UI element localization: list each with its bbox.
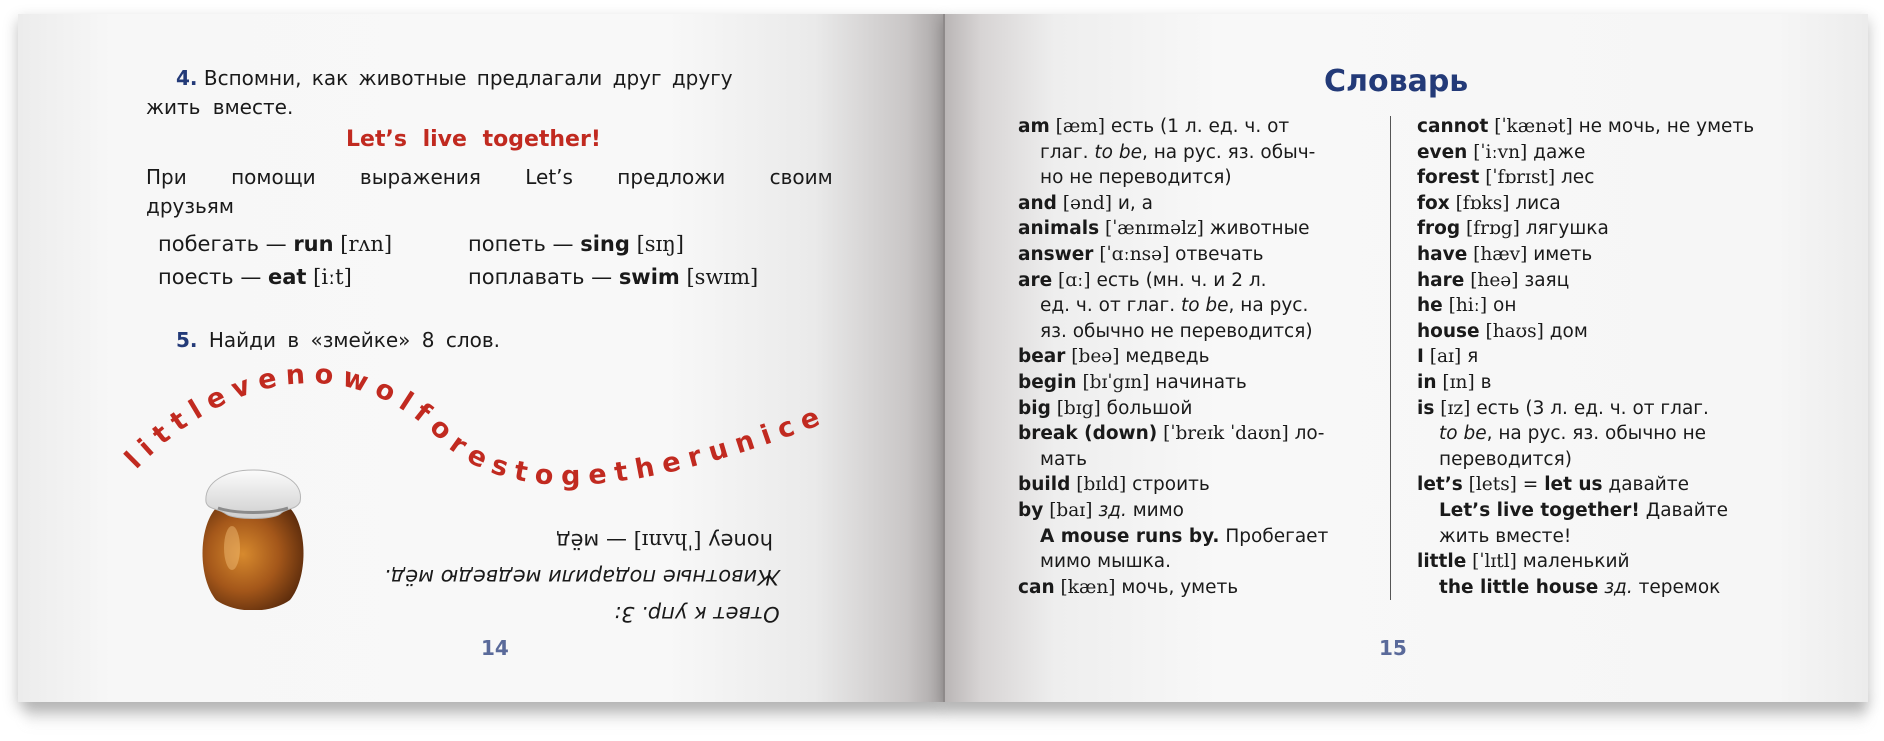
dictionary-entry-continuation: переводится) — [1439, 448, 1572, 470]
headword: forest — [1417, 167, 1480, 189]
dictionary-entry — [1417, 293, 1754, 319]
exercise-number: 5. — [176, 328, 198, 352]
transcription: [bɪˈgɪn] — [1082, 371, 1150, 393]
answer-heading: Ответ к упр. 3: — [614, 602, 780, 626]
transcription: [ənd] — [1062, 192, 1112, 214]
transcription: [heə] — [1470, 269, 1519, 291]
dictionary-entry — [1018, 268, 1328, 294]
dictionary-entry — [1417, 319, 1754, 345]
translation: животные — [1209, 218, 1310, 240]
headword: he — [1417, 295, 1443, 317]
transcription: [ˈfɒrɪst] — [1485, 167, 1556, 189]
transcription: [ɪz] — [1440, 397, 1471, 419]
headword: begin — [1018, 371, 1077, 393]
dictionary-entry-continuation: глаг. to be, на рус. яз. обыч- — [1040, 141, 1316, 163]
dictionary-entry-continuation: the little house зд. теремок — [1439, 576, 1721, 598]
answer-honey-line: honey [ˈhʌnɪ] — мёд — [556, 529, 773, 553]
translation: лес — [1560, 167, 1595, 189]
transcription: [ɪn] — [1442, 371, 1475, 393]
transcription: [beə] — [1071, 346, 1120, 368]
transcription: [aɪ] — [1429, 346, 1462, 368]
exercise-number: 4. — [176, 66, 198, 90]
transcription: [haʊs] — [1485, 320, 1544, 342]
dictionary-entry-continuation: но не переводится) — [1040, 167, 1232, 189]
dictionary-entry-continuation: Let’s live together! Давайте — [1439, 499, 1728, 521]
dictionary-entry-continuation: мимо мышка. — [1040, 551, 1172, 573]
dictionary-entry — [1417, 140, 1754, 166]
translation: не мочь, не уметь — [1578, 116, 1755, 137]
honey-jar-icon — [196, 468, 310, 610]
headword: in — [1417, 371, 1437, 393]
dictionary-entry — [1417, 268, 1754, 294]
headword: are — [1018, 269, 1053, 291]
dictionary-entry — [1417, 216, 1754, 242]
translation: есть (мн. ч. и 2 л. — [1096, 269, 1267, 291]
translation: строить — [1132, 474, 1210, 496]
dictionary-entry — [1417, 165, 1754, 191]
headword: am — [1018, 116, 1050, 137]
dictionary-entry-continuation: яз. обычно не переводится) — [1040, 320, 1313, 342]
headword: fox — [1417, 192, 1450, 214]
translation: заяц — [1524, 269, 1570, 291]
exercise-text: Найди в «змейке» 8 слов. — [208, 328, 500, 352]
headword: frog — [1417, 218, 1461, 240]
instruction-text: При помощи выражения Let’s предложи своим — [146, 165, 833, 189]
dictionary-entry — [1417, 344, 1754, 370]
headword: by — [1018, 499, 1044, 521]
translation: он — [1493, 295, 1517, 317]
transcription: [ɑː] — [1058, 269, 1091, 291]
page-number-right: 15 — [1379, 636, 1407, 660]
translation: отвечать — [1175, 243, 1264, 265]
column-divider — [1390, 116, 1391, 600]
translation: медведь — [1125, 346, 1210, 368]
headword: big — [1018, 397, 1051, 419]
headword: let’s — [1417, 474, 1463, 496]
transcription: [lets] — [1468, 474, 1517, 496]
transcription: [frɒg] — [1466, 218, 1520, 240]
transcription: [hæv] — [1473, 243, 1528, 265]
headword: can — [1018, 576, 1055, 598]
transcription: [ˈɑːnsə] — [1099, 243, 1170, 265]
page-number-left: 14 — [481, 636, 509, 660]
dictionary-entry — [1417, 396, 1754, 422]
dictionary-entry — [1018, 498, 1328, 524]
dictionary-entry — [1417, 114, 1754, 140]
dictionary-entry — [1018, 472, 1328, 498]
translation: большой — [1106, 397, 1193, 419]
dictionary-column-2 — [1417, 114, 1754, 600]
vocab-pair: поесть — eat [iːt] — [158, 265, 352, 289]
transcription: [fɒks] — [1455, 192, 1510, 214]
transcription: [baɪ] — [1049, 499, 1093, 521]
transcription: [ˈkænət] — [1494, 116, 1573, 137]
transcription: [bɪld] — [1076, 474, 1127, 496]
transcription: [æm] — [1055, 116, 1106, 137]
dictionary-entry-continuation: A mouse runs by. Пробегает — [1040, 525, 1329, 547]
dictionary-entry — [1417, 549, 1754, 575]
dictionary-entry — [1417, 242, 1754, 268]
dictionary-entry-continuation: to be, на рус. яз. обычно не — [1439, 423, 1707, 445]
headword: I — [1417, 346, 1424, 368]
translation: есть (3 л. ед. ч. от глаг. — [1476, 397, 1709, 419]
translation: ло- — [1294, 423, 1325, 445]
translation: в — [1480, 371, 1492, 393]
translation: маленький — [1522, 551, 1630, 573]
instruction-text: друзьям — [146, 194, 234, 218]
dictionary-entry — [1018, 242, 1328, 268]
phrase-lets-live-together: Let’s live together! — [346, 127, 601, 152]
translation: даже — [1533, 141, 1586, 163]
translation: лягушка — [1525, 218, 1609, 240]
headword: and — [1018, 192, 1057, 214]
transcription: [ˈiːvn] — [1473, 141, 1528, 163]
dictionary-entry — [1018, 344, 1328, 370]
vocab-pair: побегать — run [rʌn] — [158, 232, 393, 256]
transcription: [ˈlɪtl] — [1472, 551, 1517, 573]
transcription: [hiː] — [1448, 295, 1488, 317]
transcription: [ˈænɪməlz] — [1105, 218, 1204, 240]
exercise-text: жить вместе. — [146, 95, 294, 119]
headword: bear — [1018, 346, 1066, 368]
headword: house — [1417, 320, 1480, 342]
headword: is — [1417, 397, 1435, 419]
exercise-text: Вспомни, как животные предлагали друг другу — [203, 66, 733, 90]
dictionary-entry — [1018, 216, 1328, 242]
dictionary-entry — [1417, 472, 1754, 498]
translation: и, а — [1117, 192, 1153, 214]
translation: есть (1 л. ед. ч. от — [1110, 116, 1290, 137]
word-snake-letters: littlevenowolforestogetherunice — [119, 358, 832, 493]
dictionary-entry — [1417, 191, 1754, 217]
headword: cannot — [1417, 116, 1489, 137]
translation: я — [1467, 346, 1479, 368]
headword: little — [1417, 551, 1467, 573]
dictionary-entry-continuation: мать — [1040, 448, 1087, 470]
dictionary-title: Словарь — [1324, 64, 1469, 99]
headword: even — [1417, 141, 1468, 163]
dictionary-entry — [1018, 575, 1328, 601]
dictionary-entry — [1018, 114, 1328, 140]
dictionary-entry-continuation: жить вместе! — [1439, 525, 1572, 547]
translation: зд. мимо — [1098, 499, 1184, 521]
dictionary-entry — [1417, 370, 1754, 396]
answer-sentence: Животные подарили медведю мёд. — [384, 565, 780, 589]
dictionary-entry — [1018, 396, 1328, 422]
headword: hare — [1417, 269, 1465, 291]
dictionary-column-1 — [1018, 114, 1328, 600]
headword: break (down) — [1018, 423, 1158, 445]
translation: мочь, уметь — [1121, 576, 1239, 598]
dictionary-entry-continuation: ед. ч. от глаг. to be, на рус. — [1040, 295, 1309, 317]
dictionary-entry — [1018, 370, 1328, 396]
translation: дом — [1549, 320, 1588, 342]
dictionary-entry — [1018, 421, 1328, 447]
translation: иметь — [1533, 243, 1593, 265]
translation: лиса — [1515, 192, 1561, 214]
headword: animals — [1018, 218, 1100, 240]
headword: have — [1417, 243, 1468, 265]
headword: answer — [1018, 243, 1094, 265]
translation: = let us давайте — [1522, 474, 1689, 496]
vocab-pair: попеть — sing [sɪŋ] — [468, 232, 684, 256]
transcription: [ˈbreɪk ˈdaʊn] — [1163, 423, 1289, 445]
vocab-pair: поплавать — swim [swɪm] — [468, 265, 759, 289]
transcription: [bɪg] — [1056, 397, 1101, 419]
dictionary-entry — [1018, 191, 1328, 217]
headword: build — [1018, 474, 1071, 496]
translation: начинать — [1155, 371, 1247, 393]
transcription: [kæn] — [1060, 576, 1116, 598]
